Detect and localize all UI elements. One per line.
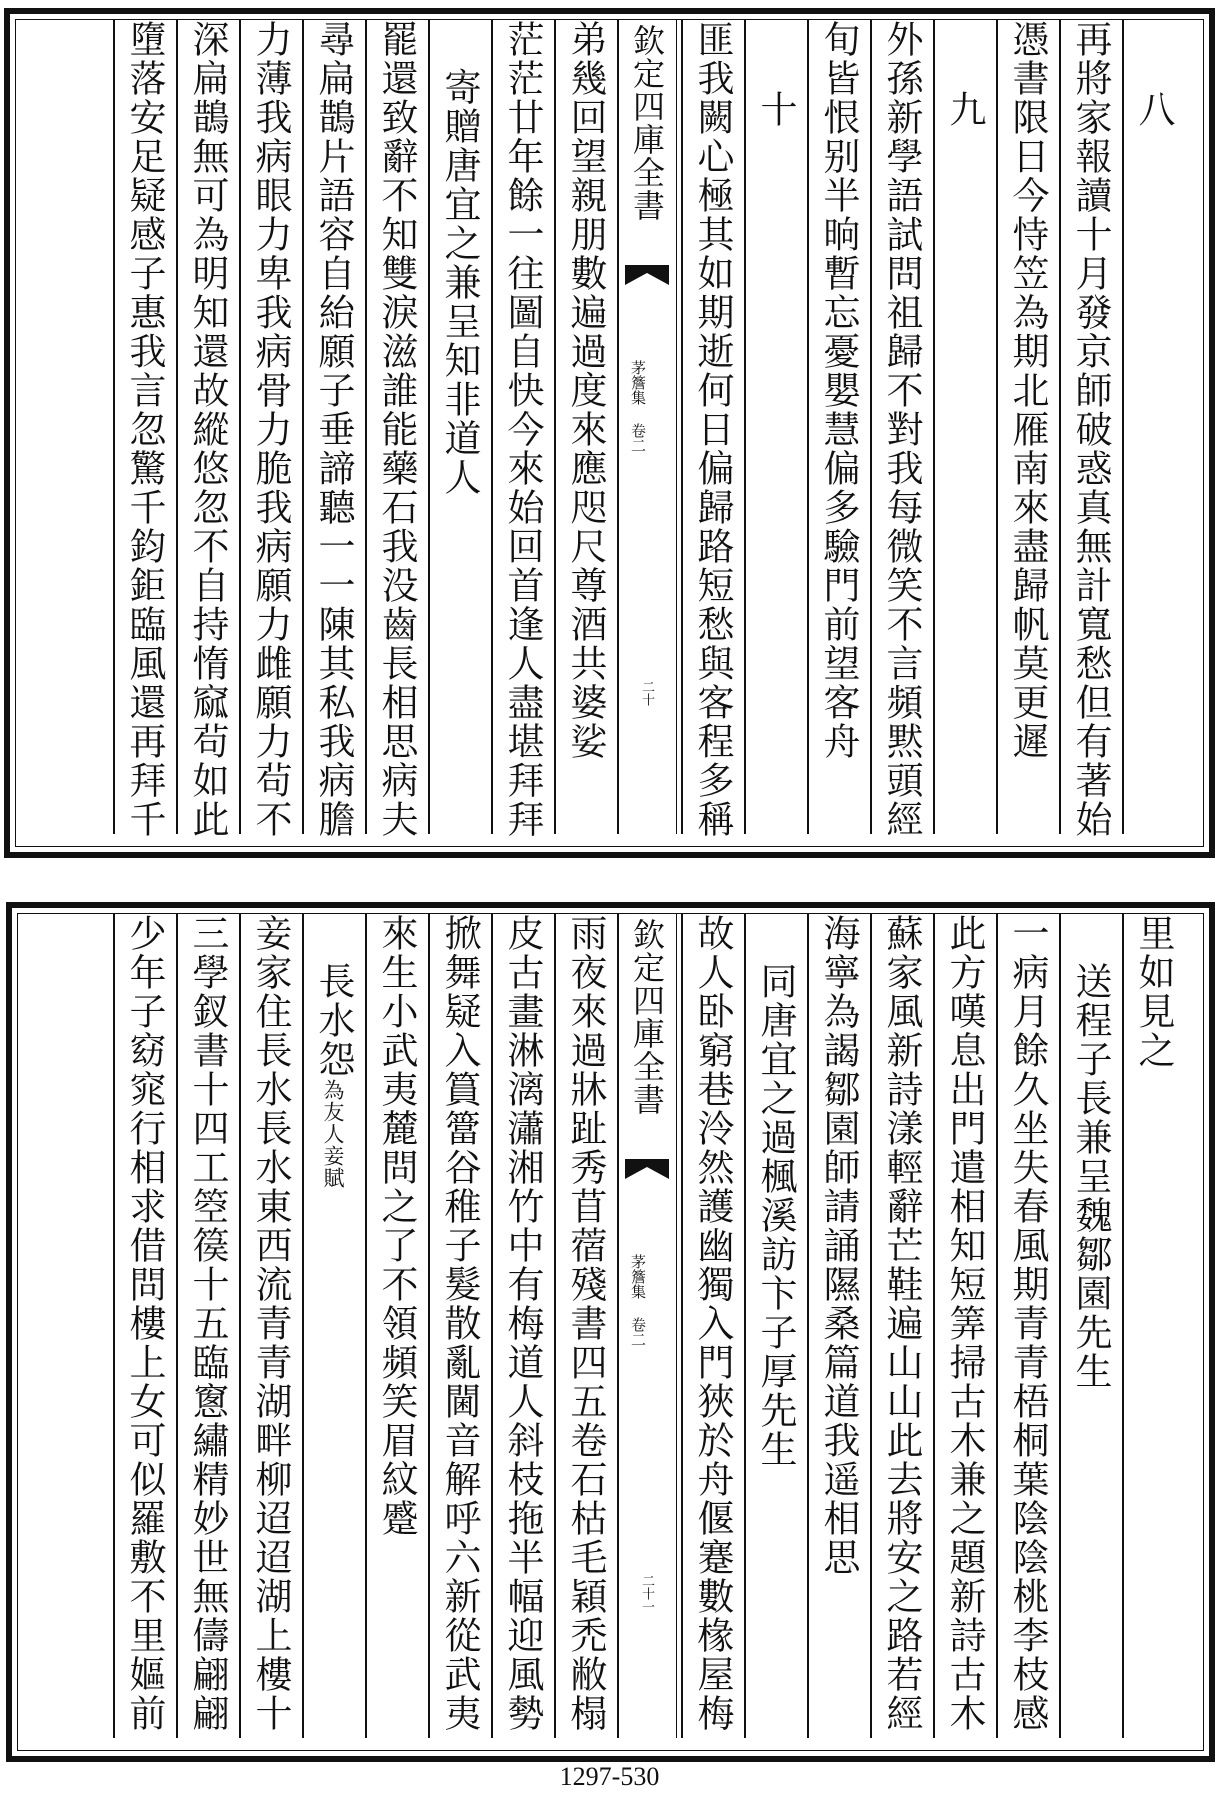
column-text: 十: [754, 90, 797, 129]
text-column: [556, 20, 614, 846]
column-text: 再將家報讀十月發京師破惑真無計寬愁但有著始: [1069, 20, 1112, 839]
column-text: 一病月餘久坐失春風期青青梧桐葉陰陰桃李枝感: [1006, 914, 1049, 1733]
column-text: 蘇家風新詩漾輕辭芒鞋遍山山此去將安之路若經: [880, 914, 923, 1733]
folio-number: 二十: [639, 680, 654, 706]
fold-rule: [676, 914, 678, 1738]
column-text: 里如見之: [1132, 914, 1175, 1070]
column-text: 寄贈唐宜之兼呈知非道人: [438, 68, 481, 497]
column-text: 海寧為謁鄒園師請誦隰桑篇道我遥相思: [817, 914, 860, 1577]
center-fold-strip: [617, 20, 677, 834]
column-text: 九: [943, 90, 986, 129]
folio-number: 二十一: [639, 1574, 654, 1613]
column-text: 深扁鵲無可為明知還故縱悠忽不自持惰窳茍如此: [186, 20, 229, 839]
text-column: [872, 914, 930, 1750]
bottom-page: [0, 902, 1219, 1752]
column-rule: [239, 20, 241, 834]
column-rule: [428, 914, 430, 1738]
text-column: [367, 914, 425, 1750]
text-column: [241, 20, 299, 846]
text-column: [935, 914, 993, 1750]
column-rule: [176, 914, 178, 1738]
text-column: [304, 20, 362, 846]
text-column: [493, 20, 551, 846]
column-rule: [239, 914, 241, 1738]
column-text: 旬皆恨别半晌暫忘憂嬰慧偏多驗門前望客舟: [817, 20, 860, 761]
text-column: [998, 20, 1056, 846]
text-column: [998, 914, 1056, 1750]
column-rule: [681, 20, 683, 834]
column-rule: [554, 914, 556, 1738]
text-column: [304, 914, 362, 1798]
column-rule: [933, 914, 935, 1738]
text-column: [809, 20, 867, 846]
column-rule: [870, 20, 872, 834]
text-column: [556, 914, 614, 1750]
text-column: [809, 914, 867, 1750]
column-rule: [176, 20, 178, 834]
text-column: [1124, 20, 1182, 916]
column-text: 少年子窈窕行相求借問樓上女可似羅敷不里嫗前: [123, 914, 166, 1733]
text-column: [493, 914, 551, 1750]
column-text: 憑書限日今恃笠為期北雁南來盡歸帆莫更遲: [1006, 20, 1049, 761]
text-column: [178, 914, 236, 1750]
column-rule: [996, 20, 998, 834]
column-text: 罷還致辭不知雙淚滋誰能藥石我没齒長相思病夫: [375, 20, 418, 839]
fold-rule: [676, 20, 678, 834]
column-text: 匪我闕心極其如期逝何日偏歸路短愁與客程多稱: [691, 20, 734, 839]
center-fold-strip: [617, 914, 677, 1738]
text-column: [241, 914, 299, 1750]
text-column: [1124, 914, 1182, 1750]
book-title: 欽定四庫全書: [628, 918, 666, 1116]
text-column: [367, 20, 425, 846]
column-rule: [1059, 20, 1061, 834]
text-column: [746, 914, 804, 1798]
text-column: [935, 20, 993, 916]
text-column: [1061, 20, 1119, 846]
text-column: [178, 20, 236, 846]
text-column: [430, 20, 488, 894]
column-rule: [996, 914, 998, 1738]
column-rule: [491, 20, 493, 834]
column-rule: [554, 20, 556, 834]
column-text: 三學釵書十四工箜篌十五臨窻繡精妙世無儔翩翩: [186, 914, 229, 1733]
page-code: 1297-530: [559, 1762, 660, 1791]
fishtail-mark-icon: [625, 1159, 669, 1179]
column-text: 長水怨: [312, 962, 355, 1079]
column-text: 故人卧窮巷泠然護幽獨入門狹於舟偃蹇數椽屋梅: [691, 914, 734, 1733]
column-text: 八: [1132, 90, 1175, 129]
column-rule: [1059, 914, 1061, 1738]
bottom-page-frame: [6, 902, 1215, 1762]
text-column: [683, 914, 741, 1750]
column-rule: [807, 20, 809, 834]
top-page-frame: [4, 8, 1215, 858]
column-text: 力薄我病眼力卑我病骨力脆我病願力雌願力茍不: [249, 20, 292, 839]
column-note: 為友人妾賦: [321, 1079, 345, 1189]
column-rule: [870, 914, 872, 1738]
column-rule: [1122, 914, 1124, 1738]
column-rule: [491, 914, 493, 1738]
column-rule: [744, 20, 746, 834]
column-rule: [933, 20, 935, 834]
top-page: [0, 8, 1219, 858]
column-text: 外孫新學語試問祖歸不對我每微笑不言頻黙頭經: [880, 20, 923, 839]
column-rule: [302, 20, 304, 834]
column-text: 妾家住長水長水東西流青青湖畔柳迢迢湖上樓十: [249, 914, 292, 1733]
column-text: 茫茫廿年餘一往圖自快今來始回首逢人盡堪拜拜: [501, 20, 544, 839]
column-rule: [365, 914, 367, 1738]
book-title: 欽定四庫全書: [628, 24, 666, 222]
column-text: 此方嘆息出門遣相知短筭掃古木兼之題新詩古木: [943, 914, 986, 1733]
volume-label: 茅簷集 卷二: [629, 1254, 647, 1347]
text-column: [115, 914, 173, 1750]
text-column: [683, 20, 741, 846]
column-rule: [1122, 20, 1124, 834]
column-text: 墮落安足疑感子惠我言忽驚千鈞鉅臨風還再拜千: [123, 20, 166, 839]
column-rule: [681, 914, 683, 1738]
text-column: [115, 20, 173, 846]
column-text: 尋扁鵲片語容自紿願子垂諦聽一一陳其私我病膽: [312, 20, 355, 839]
column-rule: [302, 914, 304, 1738]
column-rule: [807, 914, 809, 1738]
column-text: 同唐宜之過楓溪訪卞子厚先生: [754, 962, 797, 1469]
column-text: 雨夜來過牀趾秀苜蓿殘書四五卷石枯毛穎禿敝榻: [564, 914, 607, 1733]
column-rule: [365, 20, 367, 834]
text-column: [872, 20, 930, 846]
column-text: 弟幾回望親朋數遍過度來應咫尺尊酒共婆娑: [564, 20, 607, 761]
fishtail-mark-icon: [625, 265, 669, 285]
volume-label: 茅簷集 卷二: [629, 360, 647, 453]
fold-rule: [617, 20, 619, 834]
column-rule: [428, 20, 430, 834]
column-text: 掀舞疑入篔簹谷稚子髮散亂閫音解呼六新從武夷: [438, 914, 481, 1733]
text-column: [746, 20, 804, 916]
column-rule: [113, 914, 115, 1738]
column-rule: [744, 914, 746, 1738]
column-text: 皮古畫淋漓瀟湘竹中有梅道人斜枝拖半幅迎風勢: [501, 914, 544, 1733]
text-column: [1061, 914, 1119, 1798]
column-rule: [113, 20, 115, 834]
column-text: 送程子長兼呈魏鄒園先生: [1069, 962, 1112, 1391]
fold-rule: [617, 914, 619, 1738]
column-text: 來生小武夷麓問之了不領頻笑眉紋蹙: [375, 914, 418, 1538]
text-column: [430, 914, 488, 1750]
